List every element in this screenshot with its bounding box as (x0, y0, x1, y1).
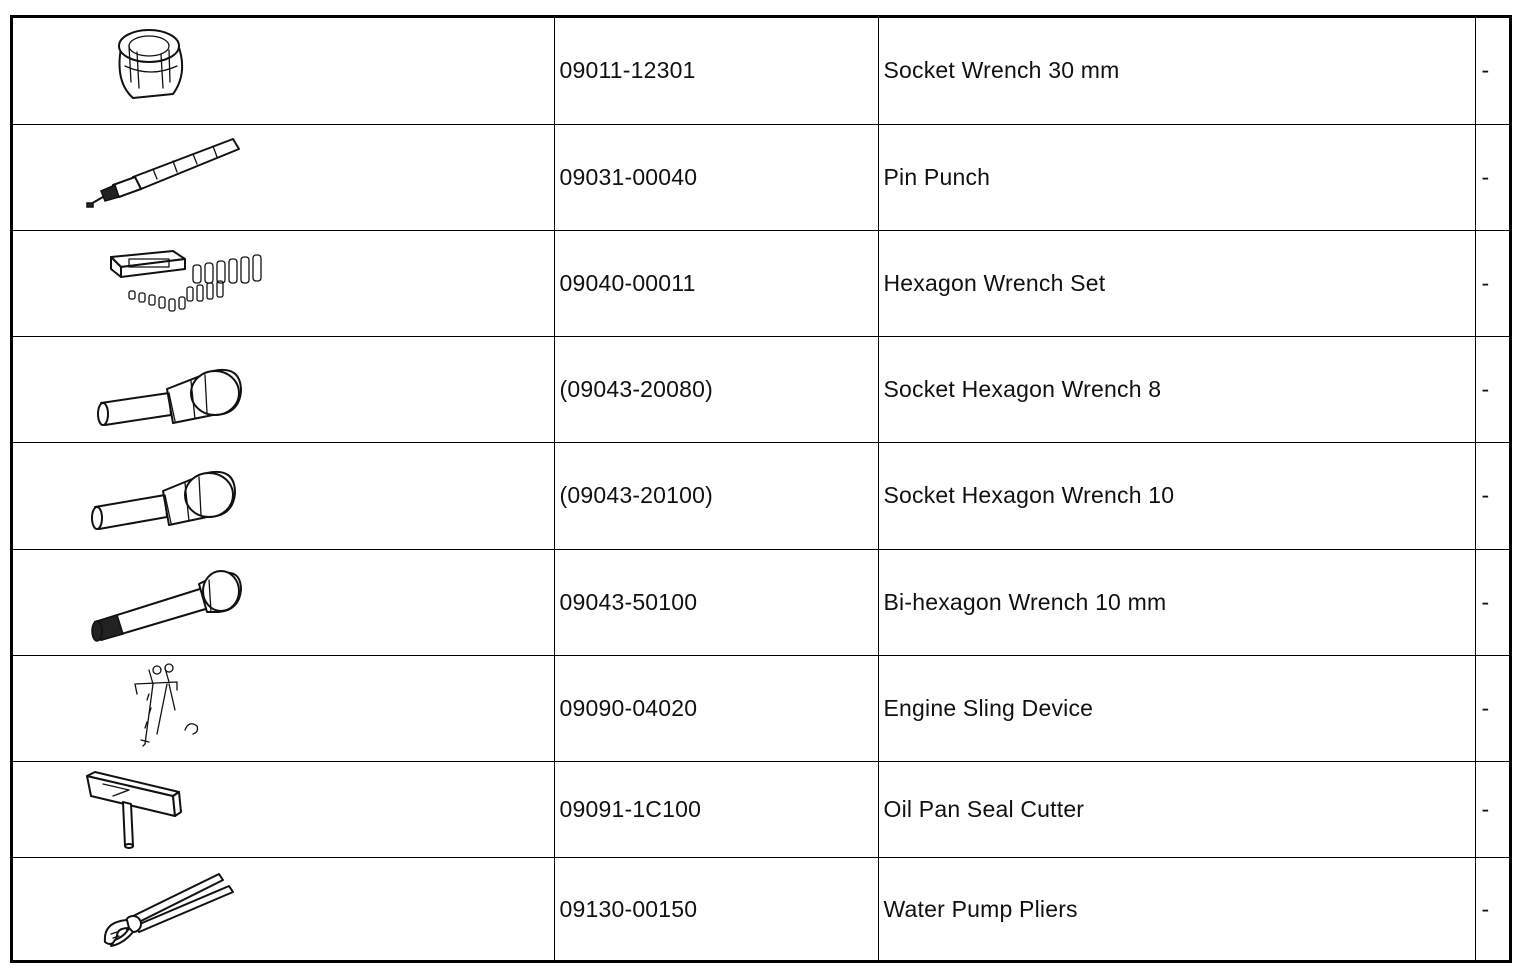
tool-name: Pin Punch (878, 124, 1475, 230)
table-row (13, 443, 1509, 549)
part-number: 09090-04020 (554, 655, 878, 761)
part-number: 09043-50100 (554, 549, 878, 655)
socket-wrench-icon (73, 22, 213, 118)
tool-illustration-cell (13, 655, 554, 761)
tool-name: Hexagon Wrench Set (878, 230, 1475, 336)
remark: - (1475, 230, 1509, 336)
remark: - (1475, 443, 1509, 549)
part-number: 09011-12301 (554, 18, 878, 124)
socket-hexagon-wrench-icon (73, 447, 253, 543)
tool-name: Oil Pan Seal Cutter (878, 762, 1475, 858)
part-number: (09043-20080) (554, 337, 878, 443)
tool-name: Engine Sling Device (878, 655, 1475, 761)
pin-punch-icon (73, 129, 253, 225)
tool-illustration-cell (13, 858, 554, 960)
remark: - (1475, 337, 1509, 443)
tool-name: Socket Hexagon Wrench 10 (878, 443, 1475, 549)
table-row (13, 337, 1509, 443)
tool-illustration-cell (13, 230, 554, 336)
remark: - (1475, 549, 1509, 655)
tool-illustration-cell (13, 18, 554, 124)
tool-table (13, 18, 1509, 960)
hexagon-wrench-set-icon (73, 235, 273, 331)
remark: - (1475, 18, 1509, 124)
tool-illustration-cell (13, 549, 554, 655)
part-number: (09043-20100) (554, 443, 878, 549)
tool-name: Socket Hexagon Wrench 8 (878, 337, 1475, 443)
oil-pan-seal-cutter-icon (73, 766, 253, 856)
part-number: 09031-00040 (554, 124, 878, 230)
part-number: 09091-1C100 (554, 762, 878, 858)
tool-illustration-cell (13, 124, 554, 230)
remark: - (1475, 858, 1509, 960)
tool-name: Water Pump Pliers (878, 858, 1475, 960)
table-row (13, 230, 1509, 336)
tool-name: Socket Wrench 30 mm (878, 18, 1475, 124)
engine-sling-device-icon (73, 660, 253, 756)
remark: - (1475, 762, 1509, 858)
tool-name: Bi-hexagon Wrench 10 mm (878, 549, 1475, 655)
tool-table-frame (10, 15, 1512, 963)
table-row (13, 762, 1509, 858)
tool-illustration-cell (13, 443, 554, 549)
part-number: 09130-00150 (554, 858, 878, 960)
tool-illustration-cell (13, 762, 554, 858)
table-row (13, 18, 1509, 124)
remark: - (1475, 655, 1509, 761)
bi-hexagon-wrench-icon (73, 554, 253, 650)
socket-hexagon-wrench-icon (73, 341, 253, 437)
water-pump-pliers-icon (73, 862, 253, 958)
table-row (13, 858, 1509, 960)
table-row (13, 655, 1509, 761)
part-number: 09040-00011 (554, 230, 878, 336)
table-row (13, 124, 1509, 230)
remark: - (1475, 124, 1509, 230)
tool-illustration-cell (13, 337, 554, 443)
table-row (13, 549, 1509, 655)
